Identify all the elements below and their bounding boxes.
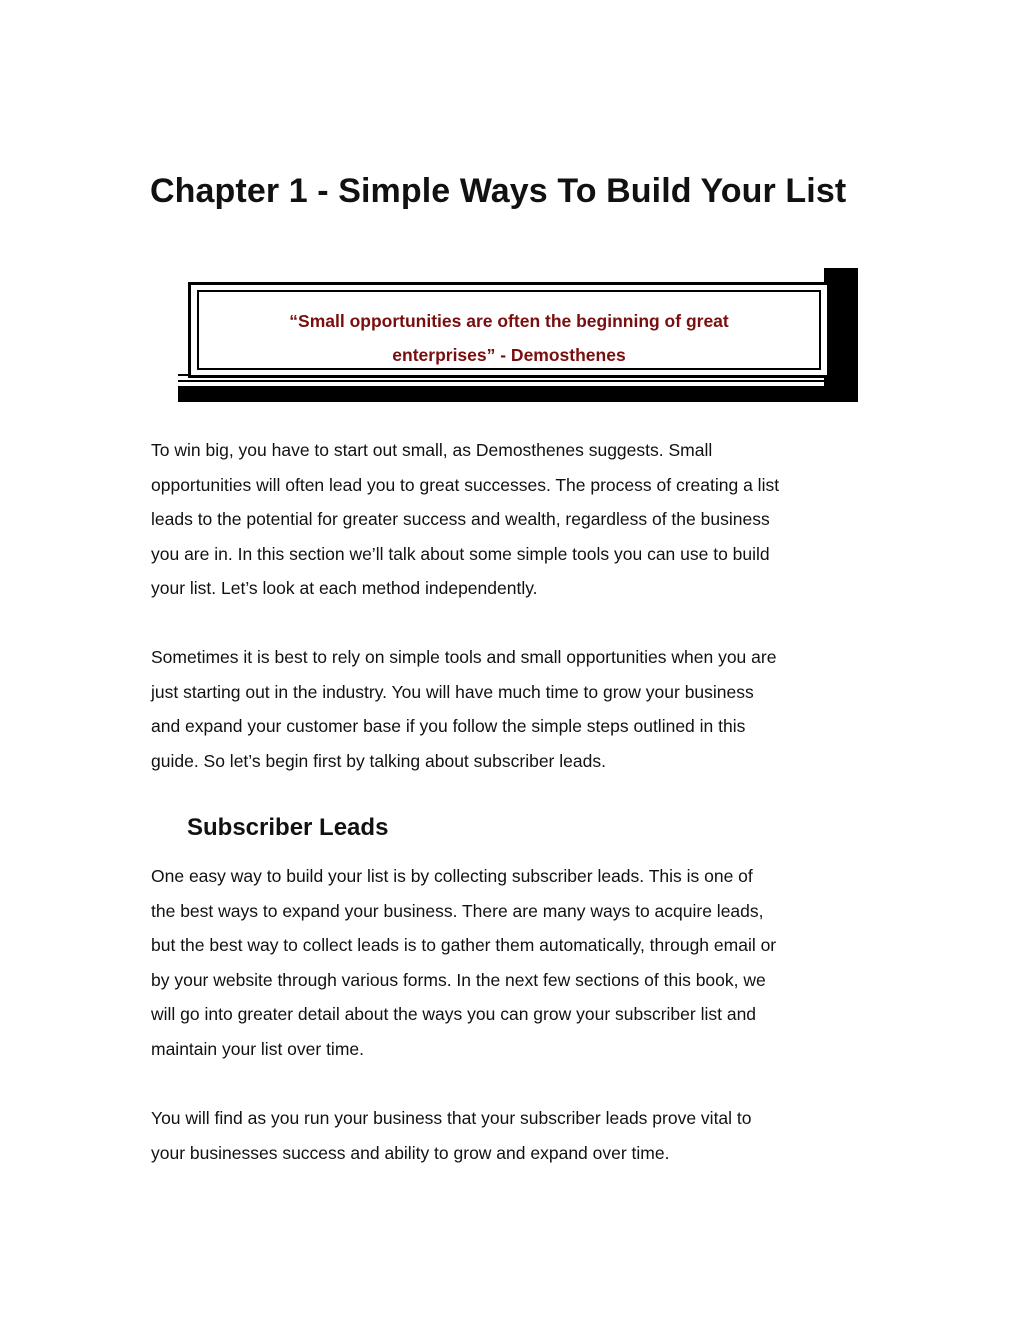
quote-line: “Small opportunities are often the beginning of great: [289, 311, 729, 331]
text-line: Sometimes it is best to rely on simple tools and small opportunities when you are: [151, 647, 777, 667]
text-line: the best ways to expand your business. There are many ways to acquire leads,: [151, 900, 764, 921]
text-line: just starting out in the industry. You will have much time to grow your business: [151, 681, 754, 702]
text-line: your businesses success and ability to grow and expand over time.: [151, 1142, 670, 1163]
text-line: leads to the potential for greater success and wealth, regardless of the business: [151, 509, 770, 529]
quote-box-shadow-bottom: [178, 386, 858, 402]
quote-box-rule: [178, 380, 838, 382]
quote-text: [199, 304, 819, 372]
text-line: One easy way to build your list is by collecting subscriber leads. This is one of: [151, 866, 753, 886]
text-line: guide. So let’s begin first by talking about subscriber leads.: [151, 750, 606, 771]
text-line: opportunities will often lead you to great successes. The process of creating a list: [151, 474, 780, 495]
section-paragraph: [151, 859, 891, 1066]
text-line: you are in. In this section we’ll talk about some simple tools you can use to build: [151, 543, 770, 564]
second-paragraph: [151, 640, 891, 778]
text-line: To win big, you have to start out small, as Demosthenes suggests. Small: [151, 440, 713, 460]
section-closing-paragraph: [151, 1101, 891, 1170]
text-line: will go into greater detail about the ways you can grow your subscriber list and: [151, 1004, 757, 1024]
text-line: by your website through various forms. In the next few sections of this book, we: [151, 969, 766, 990]
text-line: maintain your list over time.: [151, 1038, 364, 1059]
text-line: and expand your customer base if you follow the simple steps outlined in this: [151, 716, 746, 736]
page-title: Chapter 1 - Simple Ways To Build Your List: [150, 172, 847, 210]
text-line: You will find as you run your business that your subscriber leads prove vital to: [151, 1108, 752, 1128]
intro-paragraph: [151, 433, 891, 606]
quote-box-inner-border: [197, 290, 821, 370]
quote-line: enterprises” - Demosthenes: [392, 345, 626, 365]
text-line: but the best way to collect leads is to gather them automatically, through email or: [151, 935, 777, 955]
text-line: your list. Let’s look at each method independently.: [151, 578, 538, 598]
quote-box: [178, 268, 858, 402]
quote-box-outer-border: [188, 282, 830, 378]
section-heading: Subscriber Leads: [187, 814, 389, 841]
